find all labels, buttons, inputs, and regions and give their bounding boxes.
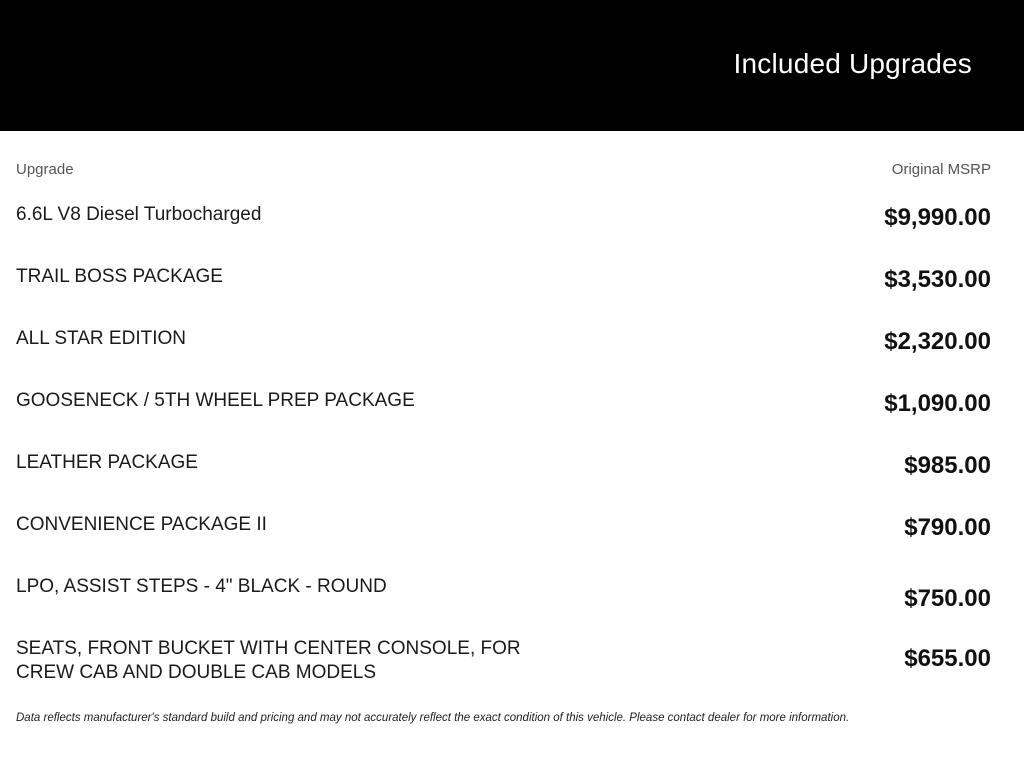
- table-row: [0, 573, 1024, 635]
- upgrade-name: GOOSENECK / 5TH WHEEL PREP PACKAGE: [16, 390, 415, 411]
- page-title: Included Upgrades: [733, 48, 972, 79]
- table-row: [0, 325, 1024, 387]
- upgrade-price: $985.00: [904, 452, 991, 479]
- upgrade-price: $2,320.00: [884, 328, 991, 355]
- upgrade-price: $1,090.00: [884, 390, 991, 417]
- table-row: [0, 387, 1024, 449]
- upgrade-name: 6.6L V8 Diesel Turbocharged: [16, 204, 262, 225]
- disclaimer-text: Data reflects manufacturer's standard build and pricing and may not accurately reflect the exact condition of this vehicle. Please contact dealer for more information.: [16, 712, 850, 724]
- table-row: [0, 511, 1024, 573]
- column-header-upgrade: Upgrade: [16, 161, 74, 178]
- table-row: [0, 635, 1024, 703]
- upgrade-name: ALL STAR EDITION: [16, 328, 186, 349]
- table-row: [0, 201, 1024, 263]
- upgrade-name: SEATS, FRONT BUCKET WITH CENTER CONSOLE, FOR CREW CAB AND DOUBLE CAB MODELS: [16, 638, 521, 683]
- upgrade-price: $750.00: [904, 585, 991, 612]
- upgrade-price: $3,530.00: [884, 266, 991, 293]
- upgrade-name: LPO, ASSIST STEPS - 4" BLACK - ROUND: [16, 576, 387, 597]
- upgrade-price: $655.00: [904, 645, 991, 672]
- upgrade-rows: [0, 201, 1024, 703]
- column-header-msrp: Original MSRP: [891, 161, 991, 178]
- table-row: [0, 449, 1024, 511]
- upgrade-name: LEATHER PACKAGE: [16, 452, 198, 473]
- upgrade-name: CONVENIENCE PACKAGE II: [16, 514, 267, 535]
- upgrade-price: $9,990.00: [884, 204, 991, 231]
- upgrade-name: TRAIL BOSS PACKAGE: [16, 266, 223, 287]
- upgrade-price: $790.00: [904, 514, 991, 541]
- header-bar: [0, 0, 1024, 131]
- table-row: [0, 263, 1024, 325]
